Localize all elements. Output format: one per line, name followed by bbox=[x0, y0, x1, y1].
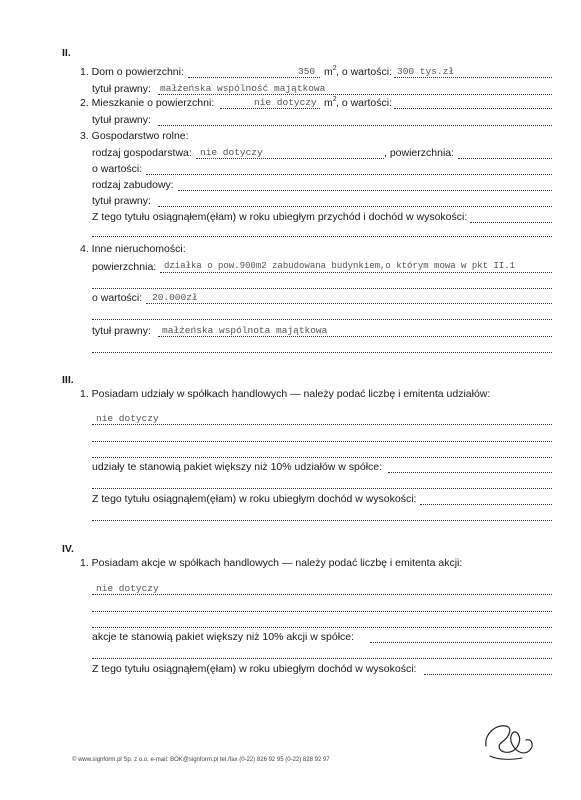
dom-value-label: , o wartości: bbox=[336, 66, 393, 78]
dom-area-line bbox=[188, 77, 320, 78]
mieszkanie-m2-unit bbox=[324, 97, 337, 109]
gosp-title-line bbox=[158, 206, 552, 207]
akcje-pakiet-line bbox=[370, 642, 552, 643]
inne-area-line-2 bbox=[92, 288, 552, 289]
dom-label: 1. Dom o powierzchni: bbox=[80, 66, 184, 78]
udzialy-pakiet-line bbox=[388, 472, 552, 473]
inne-label: 4. Inne nieruchomości: bbox=[80, 243, 186, 255]
gosp-title-label: tytuł prawny: bbox=[92, 195, 151, 207]
signature-scribble bbox=[478, 716, 548, 764]
akcje-answer[interactable]: nie dotyczy bbox=[96, 583, 159, 594]
akcje-pakiet-label: akcje te stanowią pakiet większy niż 10% akcji w spółce: bbox=[92, 631, 355, 643]
rodzaj-gosp-line bbox=[196, 158, 384, 159]
section-roman-ii: II. bbox=[62, 47, 71, 59]
akcje-dochod-label: Z tego tytułu osiągnąłem(ęłam) w roku ubiegłym dochód w wysokości: bbox=[92, 663, 417, 675]
gosp-przychod-line bbox=[470, 222, 552, 223]
dom-title-value[interactable]: małżeńska wspólność majątkowa bbox=[160, 83, 326, 94]
mieszkanie-m2-exponent: 2 bbox=[332, 96, 337, 103]
m2-exponent: 2 bbox=[332, 65, 337, 72]
gospodarstwo-label: 3. Gospodarstwo rolne: bbox=[80, 130, 189, 142]
gosp-value-label: o wartości: bbox=[92, 163, 143, 175]
inne-area-value[interactable]: działka o pow.900m2 zabudowana budynkiem,o którym mowa w pkt II.1 bbox=[164, 261, 516, 271]
inne-title-value[interactable]: małżeńska wspólnota majątkowa bbox=[162, 325, 328, 336]
rodzaj-zabudowy-label: rodzaj zabudowy: bbox=[92, 179, 174, 191]
udzialy-answer[interactable]: nie dotyczy bbox=[96, 413, 159, 424]
rodzaj-gosp-label: rodzaj gospodarstwa: bbox=[92, 147, 192, 159]
section-roman-iv: IV. bbox=[62, 543, 74, 555]
mieszkanie-label: 2. Mieszkanie o powierzchni: bbox=[80, 97, 215, 109]
udzialy-question: 1. Posiadam udziały w spółkach handlowych — należy podać liczbę i emitenta udziałów: bbox=[80, 388, 491, 400]
dom-title-label: tytuł prawny: bbox=[92, 83, 151, 95]
mieszkanie-m-unit-text: m bbox=[324, 97, 333, 109]
inne-value-line-2 bbox=[92, 319, 552, 320]
mieszkanie-area-value[interactable]: nie dotyczy bbox=[254, 97, 317, 108]
akcje-line-1 bbox=[92, 594, 552, 595]
inne-value-label: o wartości: bbox=[92, 292, 143, 304]
udzialy-line-1 bbox=[92, 424, 552, 425]
mieszkanie-title-line bbox=[158, 125, 552, 126]
akcje-line-3 bbox=[92, 627, 552, 628]
mieszkanie-area-line bbox=[220, 108, 320, 109]
m2-unit bbox=[324, 66, 337, 78]
dom-value-line bbox=[394, 77, 552, 78]
inne-title-line-2 bbox=[92, 352, 552, 353]
akcje-pakiet-line-2 bbox=[92, 658, 552, 659]
gosp-area-line bbox=[458, 158, 552, 159]
akcje-dochod-line bbox=[424, 674, 552, 675]
inne-title-line bbox=[158, 336, 552, 337]
footer-text: © www.signform.pl Sp. z o.o. e-mail: BOK@signform.pl tel./fax (0-22) 826 92 95 (0-22) 828 92 97 bbox=[72, 757, 330, 763]
mieszkanie-title-label: tytuł prawny: bbox=[92, 114, 151, 126]
akcje-question: 1. Posiadam akcje w spółkach handlowych — należy podać liczbę i emitenta akcji: bbox=[80, 557, 463, 569]
section-roman-iii: III. bbox=[62, 374, 74, 386]
inne-title-label: tytuł prawny: bbox=[92, 325, 151, 337]
udzialy-line-3 bbox=[92, 457, 552, 458]
inne-value-line bbox=[146, 303, 552, 304]
inne-area-line bbox=[160, 272, 552, 273]
gosp-przychod-line-2 bbox=[92, 236, 552, 237]
rodzaj-zabudowy-line bbox=[178, 190, 552, 191]
mieszkanie-value-line bbox=[394, 108, 552, 109]
gosp-value-line bbox=[146, 174, 552, 175]
udzialy-pakiet-label: udziały te stanowią pakiet większy niż 10% udziałów w spółce: bbox=[92, 461, 383, 473]
rodzaj-gosp-value[interactable]: nie dotyczy bbox=[200, 147, 263, 158]
inne-value[interactable]: 20.000zł bbox=[152, 292, 198, 303]
gosp-przychod-label: Z tego tytułu osiągnąłem(ęłam) w roku ubiegłym przychód i dochód w wysokości: bbox=[92, 211, 468, 223]
dom-value[interactable]: 300 tys.zł bbox=[397, 66, 455, 77]
dom-title-line bbox=[158, 94, 552, 95]
akcje-line-2 bbox=[92, 611, 552, 612]
inne-area-label: powierzchnia: bbox=[92, 261, 157, 273]
udzialy-dochod-line-2 bbox=[92, 520, 552, 521]
powierzchnia-comma-label: , powierzchnia: bbox=[384, 147, 455, 159]
udzialy-pakiet-line-2 bbox=[92, 488, 552, 489]
udzialy-dochod-line bbox=[420, 504, 552, 505]
udzialy-line-2 bbox=[92, 441, 552, 442]
m-unit-text: m bbox=[324, 66, 333, 78]
udzialy-dochod-label: Z tego tytułu osiągnąłem(ęłam) w roku ubiegłym dochód w wysokości: bbox=[92, 493, 417, 505]
mieszkanie-value-label: , o wartości: bbox=[336, 97, 393, 109]
dom-area-value[interactable]: 350 bbox=[298, 66, 316, 77]
